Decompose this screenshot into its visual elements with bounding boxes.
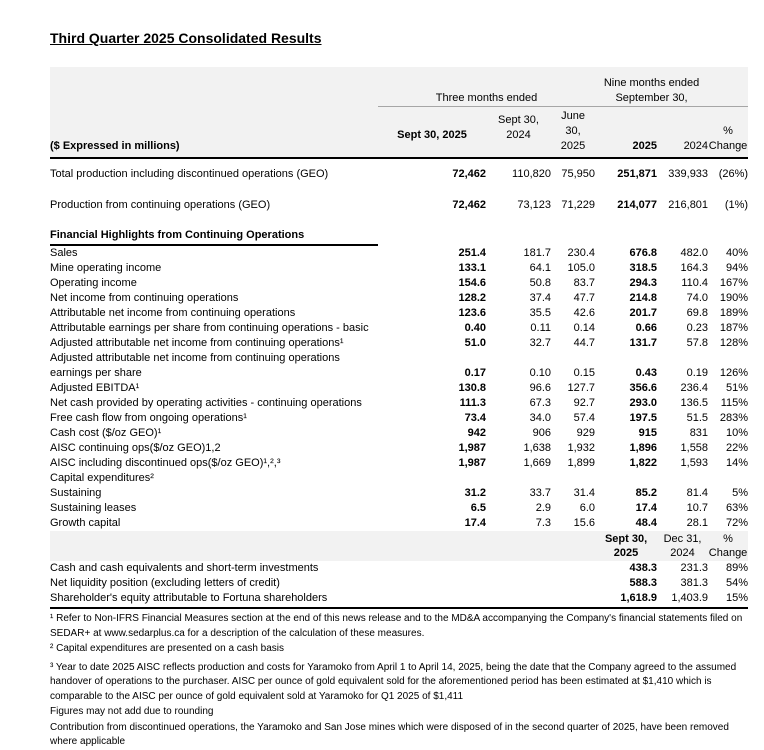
cell-value: 126% <box>719 367 749 379</box>
cell-value: 94% <box>726 262 749 274</box>
cell-value: 85.2 <box>635 487 658 499</box>
section-header-spacer <box>378 221 486 245</box>
cell-value: 51.5 <box>686 412 709 424</box>
section-header-spacer <box>708 221 748 245</box>
cell-value: 28.1 <box>686 517 709 529</box>
cell-value: 32.7 <box>529 337 551 349</box>
column-header-sept30-2024: Sept 30, 2024 <box>486 107 551 159</box>
cell-value: 294.3 <box>629 277 658 289</box>
table-row <box>50 471 748 486</box>
table-row <box>50 426 748 441</box>
table-row <box>50 501 748 516</box>
cell-value: 67.3 <box>529 397 551 409</box>
table-row <box>50 456 748 471</box>
row-label: Cash cost ($/oz GEO)¹ <box>50 427 162 439</box>
cell-value: 7.3 <box>535 517 551 529</box>
cell-value: 1,987 <box>458 457 486 469</box>
column-header-pct-change: % Change <box>708 107 748 159</box>
cell-value: (26%) <box>718 168 749 180</box>
balance-subheader-spacer <box>551 531 595 561</box>
cell-value: 83.7 <box>573 277 596 289</box>
cell-value: 154.6 <box>458 277 486 289</box>
column-header-label: ($ Expressed in millions) <box>50 107 378 159</box>
cell-value: 190% <box>719 292 749 304</box>
cell-value: 6.5 <box>470 502 486 514</box>
cell-value: 128.2 <box>458 292 486 304</box>
table-row <box>50 576 748 591</box>
cell-value: 5% <box>732 487 749 499</box>
cell-value <box>708 471 748 486</box>
cell-value: 1,899 <box>567 457 596 469</box>
cell-value: 231.3 <box>680 562 709 574</box>
row-label: Net cash provided by operating activities - continuing operations <box>50 397 362 409</box>
cell-value: 0.10 <box>529 367 551 379</box>
row-label: Sales <box>50 247 78 259</box>
cell-value: 1,669 <box>523 457 551 469</box>
row-label: Cash and cash equivalents and short-term investments <box>50 562 319 574</box>
cell-value <box>551 591 595 608</box>
cell-value: 1,896 <box>629 442 658 454</box>
row-label: Free cash flow from ongoing operations¹ <box>50 412 247 424</box>
table-row <box>50 306 748 321</box>
cell-value: 128% <box>719 337 749 349</box>
cell-value: 214.8 <box>629 292 658 304</box>
cell-value <box>486 591 551 608</box>
cell-value: 0.17 <box>464 367 486 379</box>
cell-value: 42.6 <box>573 307 596 319</box>
cell-value: 0.43 <box>635 367 658 379</box>
cell-value: 1,403.9 <box>657 591 708 608</box>
cell-value: 201.7 <box>629 307 658 319</box>
cell-value: 0.14 <box>573 322 596 334</box>
cell-value: 1,638 <box>523 442 551 454</box>
cell-value <box>657 471 708 486</box>
table-row <box>50 561 748 576</box>
cell-value: 96.6 <box>529 382 551 394</box>
table-row <box>50 261 748 276</box>
cell-value <box>378 576 486 591</box>
cell-value: 51% <box>726 382 749 394</box>
row-label: Total production including discontinued operations (GEO) <box>50 168 329 180</box>
cell-value: 40% <box>726 247 749 259</box>
balance-col-dec31-2024-text: Dec 31, 2024 <box>663 533 702 559</box>
table-row <box>50 351 748 381</box>
row-label: Sustaining <box>50 487 102 499</box>
cell-value: 0.23 <box>686 322 709 334</box>
cell-value: 181.7 <box>523 247 551 259</box>
cell-value: 72,462 <box>452 199 486 211</box>
group-header-spacer <box>50 67 378 107</box>
cell-value <box>551 561 595 576</box>
cell-value: 1,822 <box>629 457 658 469</box>
cell-value: 0.40 <box>464 322 486 334</box>
table-row <box>50 381 748 396</box>
cell-value: 293.0 <box>629 397 658 409</box>
cell-value: 54% <box>726 577 749 589</box>
cell-value: 197.5 <box>629 412 658 424</box>
cell-value <box>486 561 551 576</box>
cell-value: 0.66 <box>635 322 658 334</box>
cell-value: 1,987 <box>458 442 486 454</box>
cell-value: 110.4 <box>681 277 709 289</box>
cell-value: 214,077 <box>617 199 658 211</box>
cell-value: 2.9 <box>535 502 551 514</box>
cell-value: 438.3 <box>629 562 658 574</box>
cell-value: 482.0 <box>680 247 709 259</box>
cell-value <box>378 561 486 576</box>
cell-value: 1,618.9 <box>595 591 657 608</box>
cell-value: 356.6 <box>629 382 658 394</box>
cell-value: 588.3 <box>629 577 658 589</box>
cell-value: 50.8 <box>529 277 551 289</box>
cell-value: 75,950 <box>561 168 596 180</box>
cell-value: 127.7 <box>567 382 596 394</box>
group-header-three-months: Three months ended <box>378 67 595 107</box>
cell-value: 115% <box>720 397 749 409</box>
group-header-nine-months: Nine months ended September 30, <box>595 67 708 107</box>
section-header-spacer <box>551 221 595 245</box>
cell-value: 167% <box>719 277 749 289</box>
balance-subheader-spacer <box>378 531 486 561</box>
cell-value: 92.7 <box>573 397 596 409</box>
row-label: Production from continuing operations (GEO) <box>50 199 271 211</box>
cell-value: 831 <box>689 427 709 439</box>
row-label: Capital expenditures² <box>50 472 154 484</box>
cell-value: 0.19 <box>686 367 709 379</box>
cell-value: 187% <box>719 322 749 334</box>
cell-value: 251,871 <box>617 168 658 180</box>
table-row <box>50 336 748 351</box>
cell-value: 929 <box>576 427 596 439</box>
row-label: Sustaining leases <box>50 502 137 514</box>
table-body <box>50 158 748 608</box>
table-row <box>50 591 748 608</box>
footnote: Contribution from discontinued operations, the Yaramoko and San Jose mines which were disposed of in the second quarter of 2025, have been removed where applicable <box>50 721 729 747</box>
table-row <box>50 396 748 411</box>
cell-value: 69.8 <box>686 307 709 319</box>
page-title: Third Quarter 2025 Consolidated Results <box>50 30 322 46</box>
cell-value: 44.7 <box>573 337 596 349</box>
cell-value: 111.3 <box>459 397 486 409</box>
cell-value: 47.7 <box>573 292 596 304</box>
cell-value: 381.3 <box>680 577 709 589</box>
cell-value <box>378 591 486 608</box>
cell-value: 136.5 <box>680 397 709 409</box>
section-header-spacer <box>486 221 551 245</box>
table-row <box>50 190 748 221</box>
cell-value: 34.0 <box>529 412 551 424</box>
row-label: Net liquidity position (excluding letters of credit) <box>50 577 280 589</box>
cell-value: 31.2 <box>464 487 486 499</box>
cell-value <box>486 576 551 591</box>
cell-value: 1,932 <box>567 442 596 454</box>
footnote: ¹ Refer to Non-IFRS Financial Measures section at the end of this news release and to the MD&A accompanying the Company's financial statements filed on SEDAR+ at www.sedarplus.ca for a description of the calculation of these measures. <box>50 613 743 639</box>
group-header-change-gap <box>708 67 748 107</box>
cell-value: 17.4 <box>635 502 658 514</box>
cell-value: 339,933 <box>668 168 709 180</box>
row-label: Net income from continuing operations <box>50 292 239 304</box>
cell-value: 37.4 <box>529 292 551 304</box>
column-header-sept30-2025: Sept 30, 2025 <box>378 107 486 159</box>
column-header-row <box>50 107 748 159</box>
cell-value <box>486 471 551 486</box>
section-header-row <box>50 221 748 245</box>
cell-value <box>551 576 595 591</box>
cell-value: 74.0 <box>686 292 709 304</box>
cell-value: 1,593 <box>680 457 709 469</box>
cell-value: 73,123 <box>517 199 551 211</box>
row-label: Attributable earnings per share from continuing operations - basic <box>50 322 369 334</box>
row-label: AISC including discontinued ops($/oz GEO)¹,²,³ <box>50 457 281 469</box>
cell-value: 72% <box>726 517 749 529</box>
balance-col-pct-change <box>708 531 748 561</box>
balance-col-dec31-2024 <box>657 531 708 561</box>
row-label: Shareholder's equity attributable to Fortuna shareholders <box>50 591 378 608</box>
cell-value: 283% <box>719 412 749 424</box>
table-row <box>50 321 748 336</box>
column-header-june30-2025: June 30, 2025 <box>551 107 595 159</box>
row-label: Attributable net income from continuing operations <box>50 307 296 319</box>
balance-col-sept30-2025 <box>595 531 657 561</box>
cell-value: 189% <box>719 307 749 319</box>
cell-value: 17.4 <box>464 517 486 529</box>
balance-col-sept30-2025-text: Sept 30, 2025 <box>604 533 648 559</box>
table-row <box>50 158 748 190</box>
cell-value: 63% <box>726 502 749 514</box>
table-row <box>50 486 748 501</box>
cell-value: 915 <box>638 427 658 439</box>
cell-value: 676.8 <box>629 247 658 259</box>
cell-value: 130.8 <box>458 382 486 394</box>
section-header-spacer <box>657 221 708 245</box>
column-header-nine-2024: 2024 <box>657 107 708 159</box>
table-row <box>50 411 748 426</box>
cell-value: 6.0 <box>579 502 596 514</box>
table-row <box>50 291 748 306</box>
row-label: Adjusted attributable net income from continuing operations earnings per share <box>50 352 340 379</box>
cell-value: 15.6 <box>573 517 596 529</box>
cell-value: 15% <box>708 591 748 608</box>
cell-value: 57.4 <box>573 412 596 424</box>
table-header <box>50 67 748 158</box>
row-label: Operating income <box>50 277 137 289</box>
balance-subheader-spacer <box>50 531 378 561</box>
cell-value: (1%) <box>724 199 749 211</box>
cell-value: 133.1 <box>458 262 486 274</box>
cell-value: 318.5 <box>629 262 658 274</box>
cell-value: 89% <box>726 562 749 574</box>
cell-value: 1,558 <box>680 442 709 454</box>
cell-value: 10% <box>726 427 749 439</box>
cell-value: 942 <box>467 427 486 439</box>
table-row <box>50 441 748 456</box>
cell-value: 35.5 <box>529 307 551 319</box>
cell-value: 48.4 <box>635 517 658 529</box>
balance-col-pct-change-text: % Change <box>708 533 748 559</box>
group-header-row <box>50 67 748 107</box>
cell-value: 10.7 <box>686 502 709 514</box>
cell-value: 51.0 <box>464 337 486 349</box>
footnotes <box>50 612 752 750</box>
row-label: Adjusted EBITDA¹ <box>50 382 140 394</box>
cell-value: 236.4 <box>680 382 709 394</box>
cell-value: 230.4 <box>567 247 596 259</box>
cell-value <box>378 471 486 486</box>
footnote: ³ Year to date 2025 AISC reflects production and costs for Yaramoko from April 1 to April 14, 2025, being the date that the Company agreed to the assumed handover of operations to the purchaser. AISC per ounce of gold equivalent sold for the aforementioned period has been estimated at $1,410 which is comparable to the AISC per ounce of gold equivalent sold at Yaramoko for Q1 2025 of $1,411 <box>50 661 737 702</box>
row-label: AISC continuing ops($/oz GEO)1,2 <box>50 442 221 454</box>
footnote: Figures may not add due to rounding <box>50 706 214 717</box>
cell-value: 73.4 <box>464 412 486 424</box>
cell-value: 31.4 <box>573 487 596 499</box>
cell-value: 105.0 <box>567 262 596 274</box>
cell-value: 72,462 <box>452 168 486 180</box>
table-row <box>50 245 748 261</box>
cell-value: 71,229 <box>561 199 596 211</box>
row-label: Growth capital <box>50 517 121 529</box>
cell-value: 14% <box>726 457 749 469</box>
row-label: Adjusted attributable net income from continuing operations¹ <box>50 337 344 349</box>
cell-value: 123.6 <box>458 307 486 319</box>
cell-value: 110,820 <box>512 168 551 180</box>
cell-value: 164.3 <box>680 262 709 274</box>
cell-value: 216,801 <box>668 199 709 211</box>
cell-value: 64.1 <box>529 262 551 274</box>
cell-value: 33.7 <box>529 487 551 499</box>
row-label: Mine operating income <box>50 262 162 274</box>
cell-value: 81.4 <box>686 487 709 499</box>
column-header-nine-2025: 2025 <box>595 107 657 159</box>
consolidated-results-table <box>50 67 748 609</box>
cell-value <box>551 471 595 486</box>
cell-value: 0.11 <box>530 322 551 334</box>
cell-value: 251.4 <box>458 247 486 259</box>
footnote: ² Capital expenditures are presented on a cash basis <box>50 643 285 654</box>
balance-subheader-row <box>50 531 748 561</box>
cell-value: 57.8 <box>686 337 709 349</box>
table-row <box>50 276 748 291</box>
cell-value: 906 <box>532 427 551 439</box>
cell-value <box>595 471 657 486</box>
section-header-label: Financial Highlights from Continuing Operations <box>50 221 378 245</box>
cell-value: 22% <box>726 442 749 454</box>
cell-value: 131.7 <box>629 337 658 349</box>
section-header-spacer <box>595 221 657 245</box>
cell-value: 0.15 <box>573 367 596 379</box>
balance-subheader-spacer <box>486 531 551 561</box>
table-row <box>50 516 748 531</box>
